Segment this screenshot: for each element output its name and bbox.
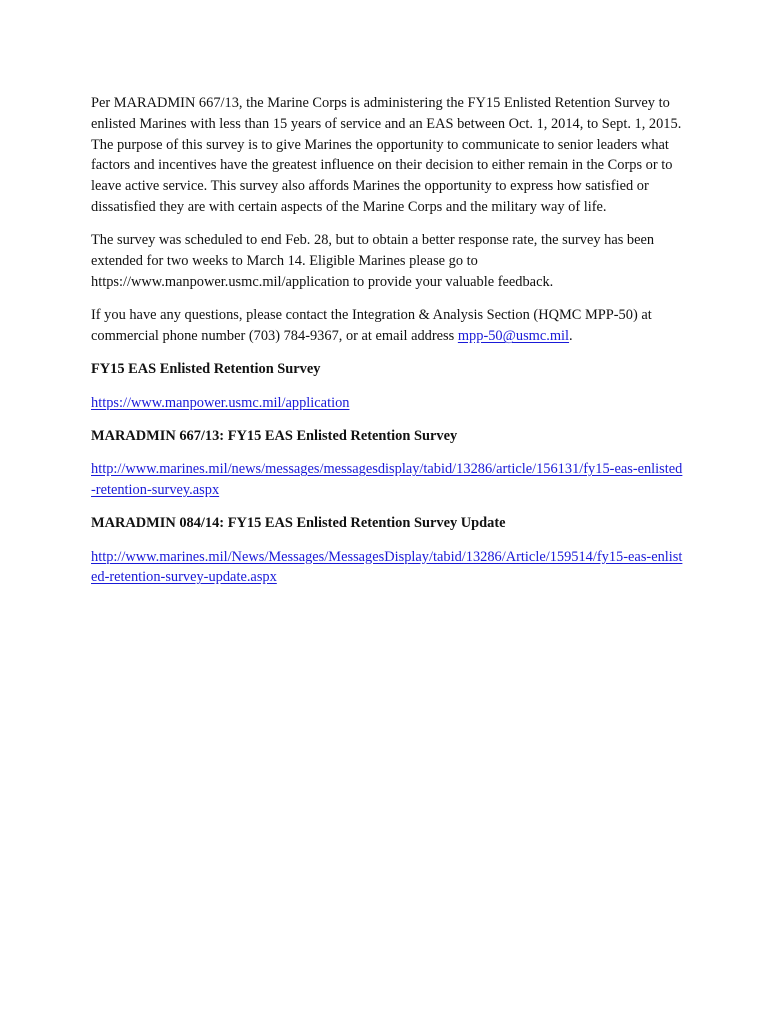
maradmin-667-link-paragraph [91, 459, 687, 501]
maradmin-667-link[interactable]: http://www.marines.mil/news/messages/messagesdisplay/tabid/13286/article/156131/fy15-eas-enlisted-retention-survey.aspx [91, 461, 683, 498]
document-page [91, 93, 691, 601]
maradmin-084-link-paragraph [91, 547, 687, 589]
maradmin-667-heading: MARADMIN 667/13: FY15 EAS Enlisted Retention Survey [91, 427, 458, 444]
email-link[interactable]: mpp-50@usmc.mil [457, 327, 570, 344]
contact-period: . [569, 327, 573, 344]
contact-paragraph [91, 305, 691, 347]
survey-link-paragraph [91, 393, 687, 414]
maradmin-084-heading: MARADMIN 084/14: FY15 EAS Enlisted Retention Survey Update [91, 515, 506, 532]
intro-paragraph: Per MARADMIN 667/13, the Marine Corps is administering the FY15 Enlisted Retention Survey to enlisted Marines with less than 15 years of service and an EAS between Oct. 1, 2014, to Sept. 1, 2015. The purpose of this survey is to give Marines the opportunity to communicate to senior leaders what factors and incentives have the greatest influence on their decision to either remain in the Corps or to leave active service. This survey also affords Marines the opportunity to express how satisfied or dissatisfied they are with certain aspects of the Marine Corps and the military way of life. [91, 95, 682, 215]
survey-link[interactable]: https://www.manpower.usmc.mil/application [91, 394, 350, 411]
survey-heading: FY15 EAS Enlisted Retention Survey [91, 361, 321, 378]
maradmin-084-link[interactable]: http://www.marines.mil/News/Messages/MessagesDisplay/tabid/13286/Article/159514/fy15-eas-enlisted-retention-survey-update.aspx [91, 548, 683, 586]
contact-text: If you have any questions, please contact the Integration & Analysis Section (HQMC MPP-50) at commercial phone number (703) 784-9367, or at email address [91, 307, 652, 344]
extension-paragraph: The survey was scheduled to end Feb. 28, but to obtain a better response rate, the survey has been extended for two weeks to March 14. Eligible Marines please go to https://www.manpower.usmc.mil/application to provide your valuable feedback. [91, 232, 655, 290]
